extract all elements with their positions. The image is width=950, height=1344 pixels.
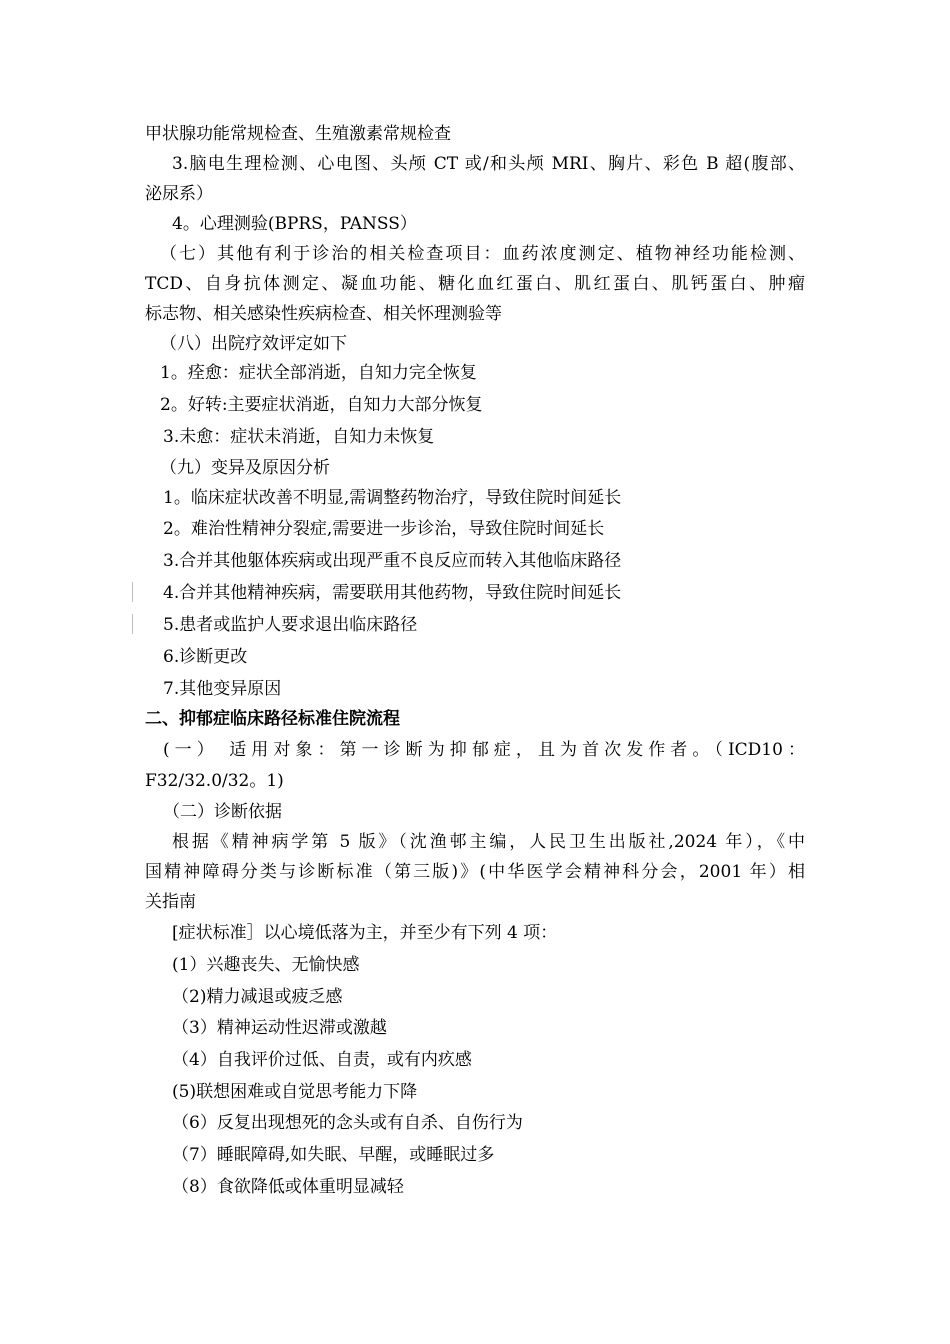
list-item: （2)精力减退或疲乏感 — [172, 987, 343, 1007]
text-line: F32/32.0/32。1) — [145, 771, 284, 791]
section-heading: （八）出院疗效评定如下 — [160, 334, 347, 354]
revision-margin-mark — [132, 614, 133, 634]
text-line: （七）其他有利于诊治的相关检查项目：血药浓度测定、植物神经功能检测、 — [160, 244, 805, 264]
text-line: TCD、自身抗体测定、凝血功能、糖化血红蛋白、肌红蛋白、肌钙蛋白、肿瘤 — [145, 274, 805, 294]
text-line: 2。难治性精神分裂症,需要进一步诊治，导致住院时间延长 — [163, 519, 605, 539]
text-line: 4.合并其他精神疾病，需要联用其他药物，导致住院时间延长 — [163, 583, 622, 603]
text-line: 5.患者或监护人要求退出临床路径 — [163, 615, 418, 635]
section-heading: （九）变异及原因分析 — [160, 458, 330, 478]
text-line: 国精神障碍分类与诊断标准（第三版)》(中华医学会精神科分会，2001 年）相 — [145, 862, 805, 882]
list-item: (1）兴趣丧失、无愉快感 — [172, 955, 360, 975]
list-item: （4）自我评价过低、自责，或有内疚感 — [172, 1050, 472, 1070]
text-line: [症状标准］以心境低落为主，并至少有下列 4 项： — [172, 923, 558, 943]
text-line: 2。好转:主要症状消逝，自知力大部分恢复 — [160, 395, 483, 415]
text-line: 泌尿系） — [145, 184, 213, 204]
text-line: 关指南 — [145, 892, 196, 912]
text-line: 4。心理测验(BPRS，PANSS） — [172, 214, 417, 234]
text-line: 3.脑电生理检测、心电图、头颅 CT 或/和头颅 MRI、胸片、彩色 B 超(腹部、 — [172, 154, 805, 174]
text-line: 1。痊愈：症状全部消逝，自知力完全恢复 — [160, 363, 477, 383]
text-line: 1。临床症状改善不明显,需调整药物治疗，导致住院时间延长 — [163, 488, 622, 508]
text-line: 标志物、相关感染性疾病检查、相关怀理测验等 — [145, 304, 502, 324]
section-heading: （二）诊断依据 — [163, 802, 282, 822]
revision-margin-mark — [132, 582, 133, 602]
text-line: 根据《精神病学第 5 版》（沈渔邨主编，人民卫生出版社,2024 年），《中 — [172, 832, 805, 852]
text-line: 甲状腺功能常规检查、生殖激素常规检查 — [145, 124, 451, 144]
list-item: (5)联想困难或自觉思考能力下降 — [172, 1082, 418, 1102]
list-item: （6）反复出现想死的念头或有自杀、自伤行为 — [172, 1113, 523, 1133]
text-line: 3.合并其他躯体疾病或出现严重不良反应而转入其他临床路径 — [163, 551, 622, 571]
text-line: 7.其他变异原因 — [163, 679, 282, 699]
text-line: (一） 适用对象：第一诊断为抑郁症，且为首次发作者。（ICD10： — [163, 740, 805, 760]
text-line: 6.诊断更改 — [163, 647, 248, 667]
list-item: （3）精神运动性迟滞或激越 — [172, 1018, 387, 1038]
list-item: （8）食欲降低或体重明显减轻 — [172, 1177, 404, 1197]
text-line: 3.未愈：症状未消逝，自知力未恢复 — [163, 427, 435, 447]
list-item: （7）睡眠障碍,如失眠、早醒，或睡眠过多 — [172, 1145, 495, 1165]
chapter-heading: 二、抑郁症临床路径标准住院流程 — [145, 709, 400, 729]
